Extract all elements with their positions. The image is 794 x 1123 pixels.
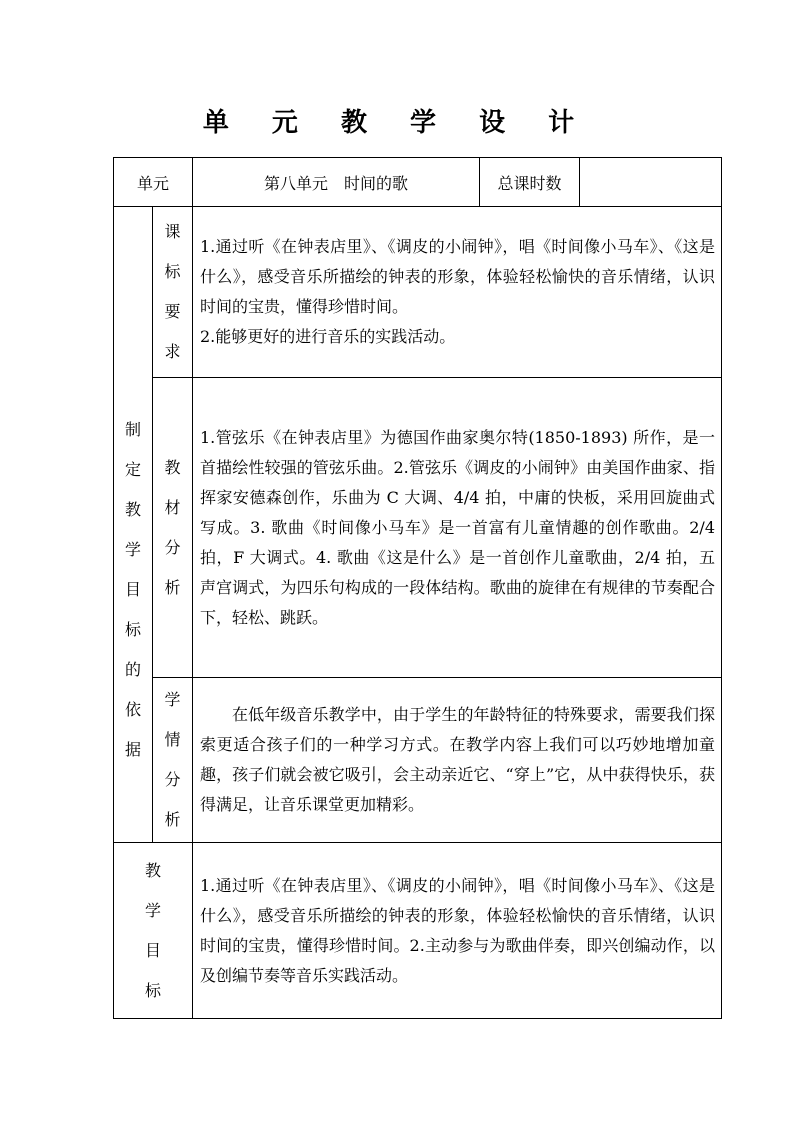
- page-title: 单 元 教 学 设 计: [202, 108, 592, 138]
- materials-label-char: 分: [164, 537, 181, 557]
- materials-paragraph: 1.管弦乐《在钟表店里》为德国作曲家奥尔特(1850-1893) 所作，是一首描绘性较强的管弦乐曲。2.管弦乐《调皮的小闹钟》由美国作曲家、指挥家安德森创作，乐曲为 C 大调、4/4 拍，中庸的快板，采用回旋曲式写成。3. 歌曲《时间像小马车》是一首富有儿童情趣的创作歌曲。2/4 拍，F 大调式。4. 歌曲《这是什么》是一首创作儿童歌曲，2/4 拍，五声宫调式，为四乐句构成的一段体结构。歌曲的旋律在有规律的节奏配合下，轻松、跳跃。: [200, 427, 715, 627]
- objectives-label: [114, 843, 193, 1019]
- students-label-char: 分: [164, 770, 181, 789]
- curriculum-row: [114, 207, 722, 378]
- objectives-paragraph: 1.通过听《在钟表店里》、《调皮的小闹钟》，唱《时间像小马车》、《这是什么》，感受音乐所描绘的钟表的形象，体验轻松愉快的音乐情绪，认识时间的宝贵，懂得珍惜时间。2.主动参与为歌曲伴奏，即兴创编动作，以及创编节奏等音乐实践活动。: [200, 875, 715, 985]
- curriculum-label-char: 课: [164, 222, 181, 241]
- basis-label-char: 据: [124, 739, 141, 759]
- objectives-label-char: 标: [144, 980, 161, 1000]
- basis-label-char: 教: [124, 499, 141, 519]
- students-row: [114, 678, 722, 843]
- basis-label-char: 学: [124, 539, 141, 559]
- students-label-char: 析: [164, 810, 181, 829]
- basis-label-char: 定: [124, 459, 141, 479]
- basis-label-char: 目: [124, 579, 141, 599]
- unit-value: 第八单元 时间的歌: [193, 158, 480, 207]
- objectives-label-char: 目: [144, 940, 161, 960]
- curriculum-label-char: 标: [164, 262, 181, 281]
- basis-label: [114, 207, 153, 843]
- basis-label-char: 的: [124, 659, 141, 679]
- students-label: [153, 678, 193, 843]
- students-label-char: 学: [164, 690, 181, 709]
- objectives-content: [193, 843, 722, 1019]
- basis-label-char: 制: [124, 419, 141, 439]
- total-hours-label: 总课时数: [480, 158, 580, 207]
- curriculum-paragraph: 1.通过听《在钟表店里》、《调皮的小闹钟》，唱《时间像小马车》、《这是什么》，感受音乐所描绘的钟表的形象，体验轻松愉快的音乐情绪，认识时间的宝贵，懂得珍惜时间。: [200, 237, 715, 316]
- students-label-char: 情: [164, 730, 181, 749]
- curriculum-label-char: 要: [164, 302, 181, 321]
- unit-label: 单元: [114, 158, 193, 207]
- curriculum-label-char: 求: [164, 342, 181, 361]
- curriculum-content: [193, 207, 722, 378]
- curriculum-label: [153, 207, 193, 378]
- materials-label: [153, 378, 193, 678]
- materials-content: [193, 378, 722, 678]
- students-content: [193, 678, 722, 843]
- curriculum-paragraph: 2.能够更好的进行音乐的实践活动。: [200, 327, 456, 346]
- unit-design-table: [113, 157, 722, 1019]
- objectives-label-char: 教: [144, 860, 161, 880]
- basis-label-char: 标: [124, 619, 141, 639]
- materials-label-char: 材: [164, 497, 181, 517]
- basis-label-char: 依: [124, 699, 141, 719]
- materials-row: [114, 378, 722, 678]
- students-paragraph: 在低年级音乐教学中，由于学生的年龄特征的特殊要求，需要我们探索更适合孩子们的一种学习方式。在教学内容上我们可以巧妙地增加童趣，孩子们就会被它吸引，会主动亲近它、“穿上”它，从中获得快乐，获得满足，让音乐课堂更加精彩。: [200, 705, 715, 814]
- total-hours-value: [580, 158, 722, 207]
- materials-label-char: 析: [164, 577, 181, 597]
- header-row: [114, 158, 722, 207]
- objectives-label-char: 学: [144, 900, 161, 920]
- materials-label-char: 教: [164, 457, 181, 477]
- objectives-row: [114, 843, 722, 1019]
